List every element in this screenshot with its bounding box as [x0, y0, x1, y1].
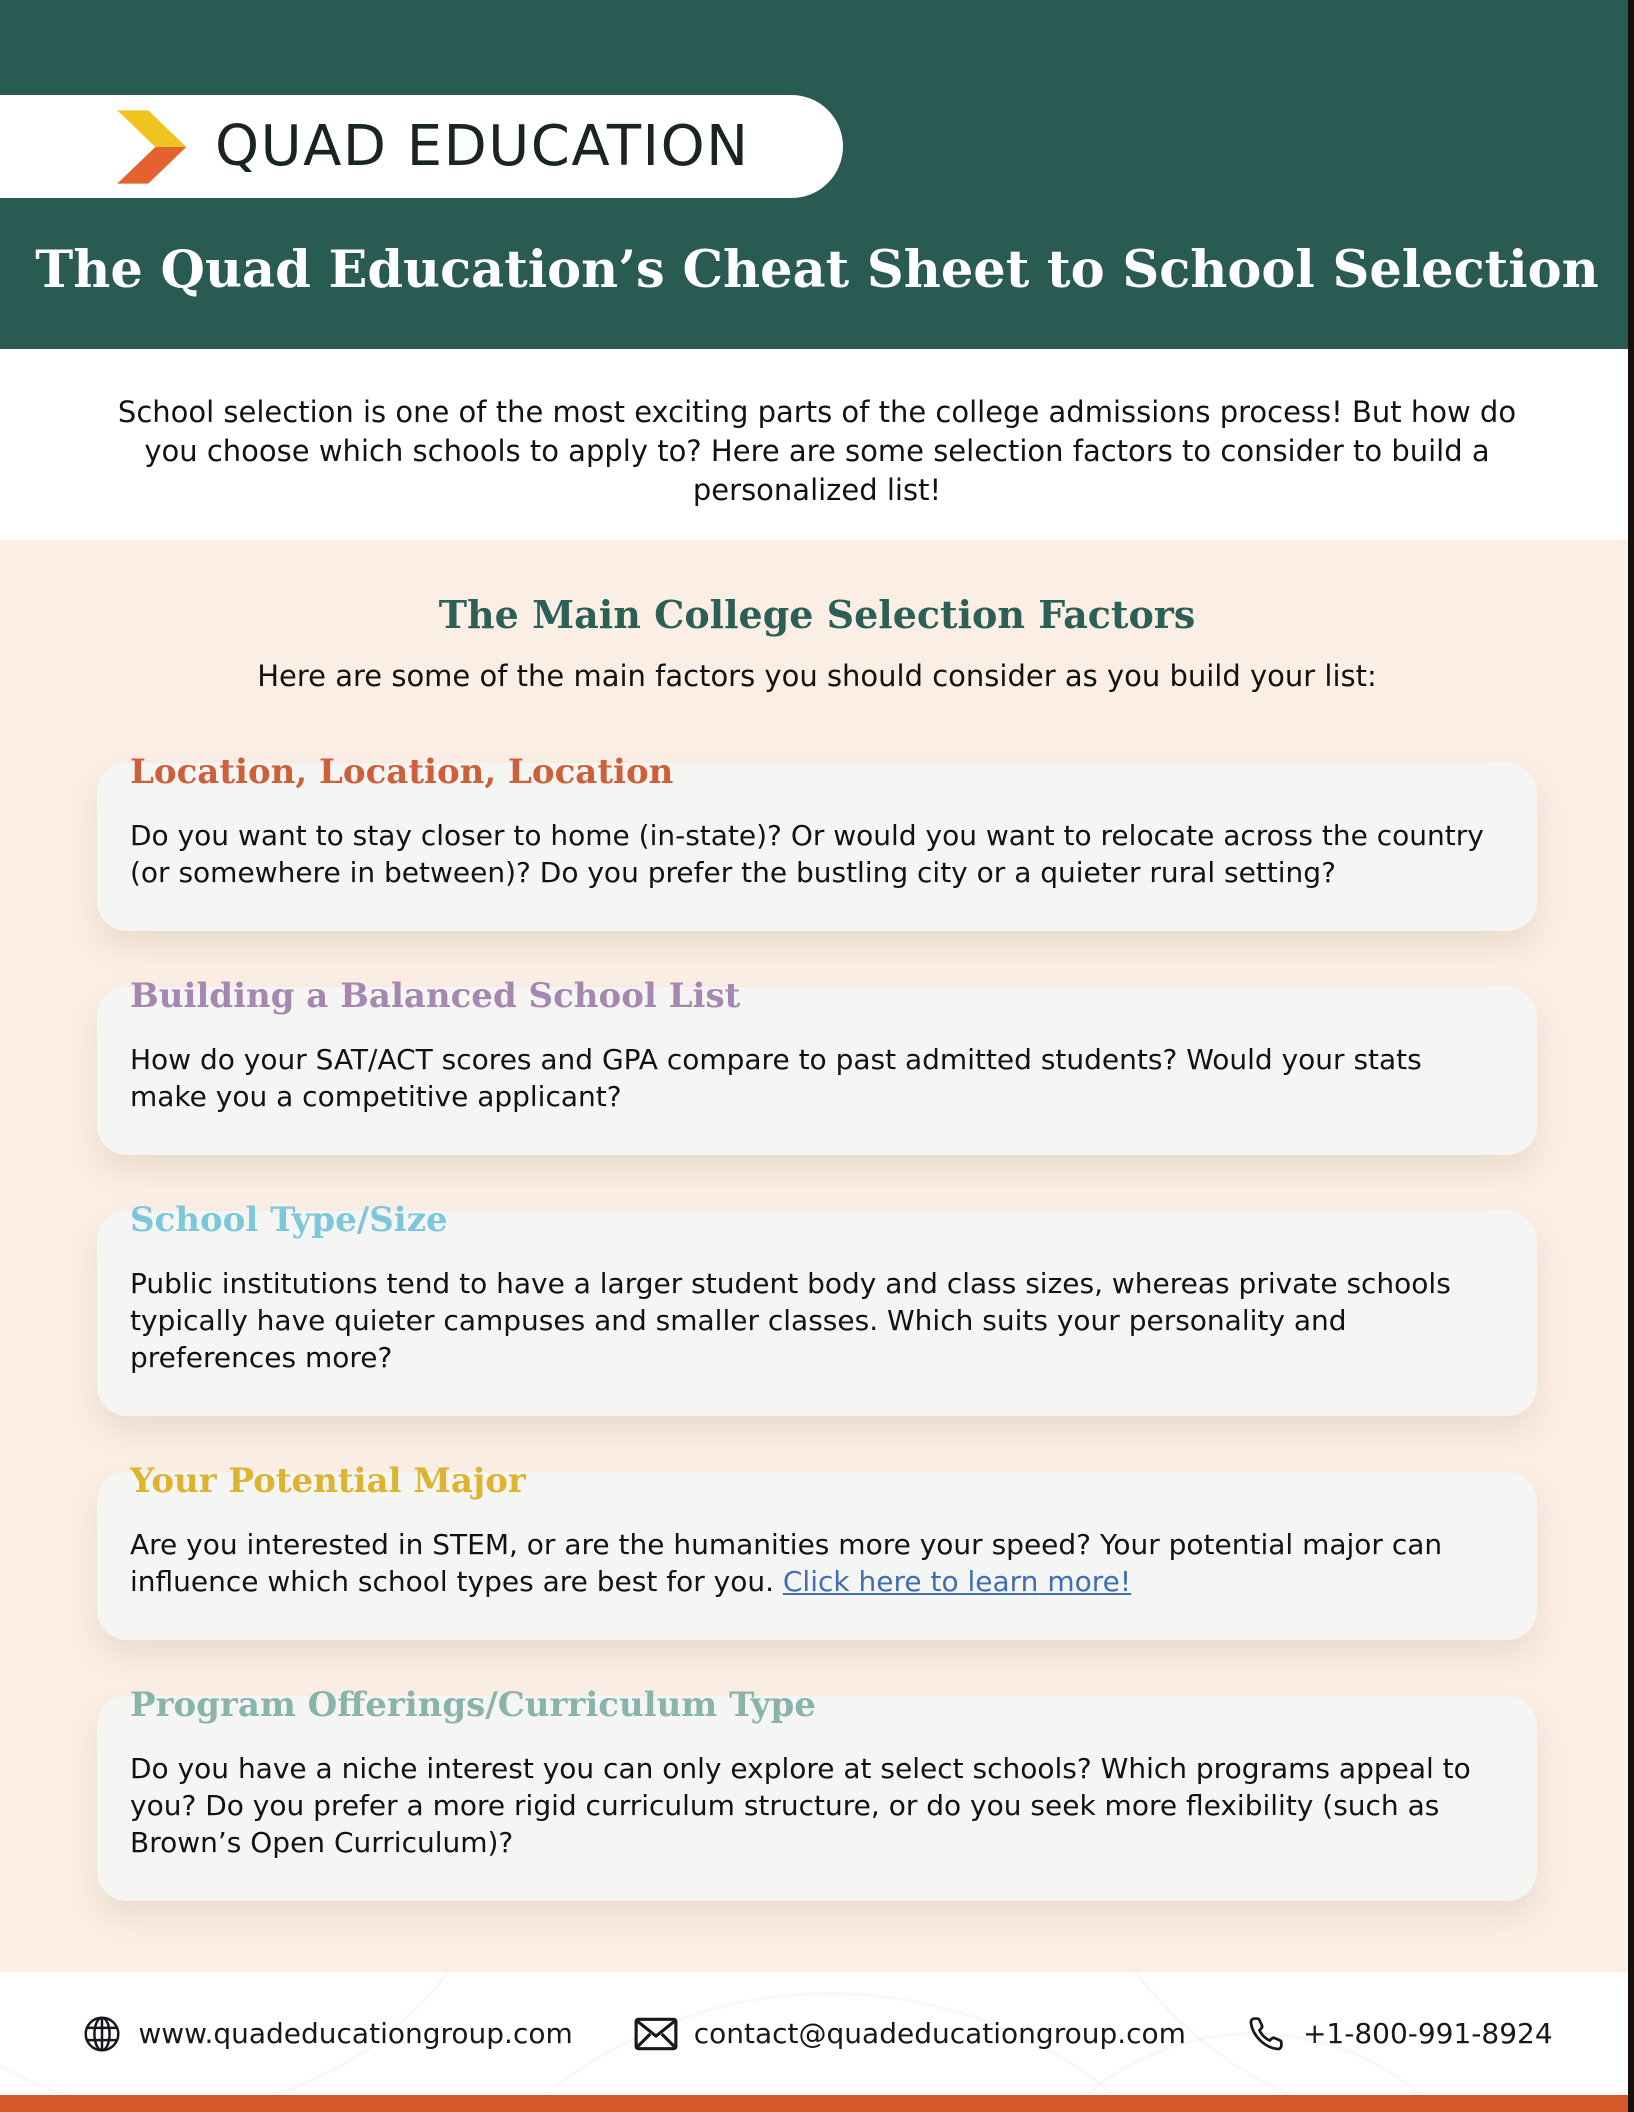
factor-section	[97, 1685, 1537, 1901]
globe-icon	[81, 2013, 123, 2055]
factor-card	[97, 1696, 1537, 1901]
right-edge-strip	[1628, 0, 1634, 2112]
main-heading: The Main College Selection Factors	[438, 592, 1196, 637]
footer	[0, 1972, 1634, 2095]
factor-title: Building a Balanced School List	[130, 976, 741, 1016]
factor-section	[97, 752, 1537, 931]
factor-card	[97, 1211, 1537, 1416]
main-section	[0, 540, 1634, 1972]
main-subheading: Here are some of the main factors you should consider as you build your list:	[257, 659, 1377, 693]
factor-title: Program Offerings/Curriculum Type	[130, 1685, 816, 1725]
factor-section	[97, 976, 1537, 1155]
email-contact	[633, 2015, 1186, 2053]
intro-text: School selection is one of the most exciting parts of the college admissions process! But how do you choose which schools to apply to? Here are some selection factors to consider to build a personalized list!	[117, 395, 1517, 507]
factor-list	[0, 752, 1634, 1901]
intro-section	[0, 349, 1634, 540]
factor-body: Are you interested in STEM, or are the humanities more your speed? Your potential major can influence which school types are best for you. Click here to learn more!	[130, 1528, 1443, 1598]
email-text: contact@quadeducationgroup.com	[693, 2017, 1186, 2050]
phone-text: +1-800-991-8924	[1302, 2017, 1553, 2050]
factor-title: Your Potential Major	[130, 1461, 526, 1501]
quad-arrow-icon	[113, 107, 187, 187]
envelope-icon	[633, 2015, 679, 2053]
logo	[0, 95, 843, 198]
bottom-accent-bar	[0, 2095, 1634, 2112]
factor-body: Do you have a niche interest you can only explore at select schools? Which programs appeal to you? Do you prefer a more rigid curriculum structure, or do you seek more flexibility (such as Brown’s Open Curriculum)?	[130, 1752, 1471, 1859]
header	[0, 0, 1634, 349]
phone-icon	[1246, 2013, 1288, 2055]
factor-body: Do you want to stay closer to home (in-state)? Or would you want to relocate across the country (or somewhere in between)? Do you prefer the bustling city or a quieter rural setting?	[130, 819, 1484, 889]
logo-text: QUAD EDUCATION	[215, 114, 750, 179]
website-contact	[81, 2013, 572, 2055]
learn-more-link[interactable]: Click here to learn more!	[782, 1565, 1132, 1598]
factor-title: School Type/Size	[130, 1200, 448, 1240]
factor-body: Public institutions tend to have a larger student body and class sizes, whereas private schools typically have quieter campuses and smaller classes. Which suits your personality and preferences more?	[130, 1267, 1451, 1374]
phone-contact	[1246, 2013, 1553, 2055]
factor-section	[97, 1200, 1537, 1416]
page-title: The Quad Education’s Cheat Sheet to School Selection	[35, 240, 1599, 300]
website-text: www.quadeducationgroup.com	[138, 2017, 573, 2050]
factor-section	[97, 1461, 1537, 1640]
factor-body: How do your SAT/ACT scores and GPA compare to past admitted students? Would your stats make you a competitive applicant?	[130, 1043, 1422, 1113]
factor-title: Location, Location, Location	[130, 752, 674, 792]
